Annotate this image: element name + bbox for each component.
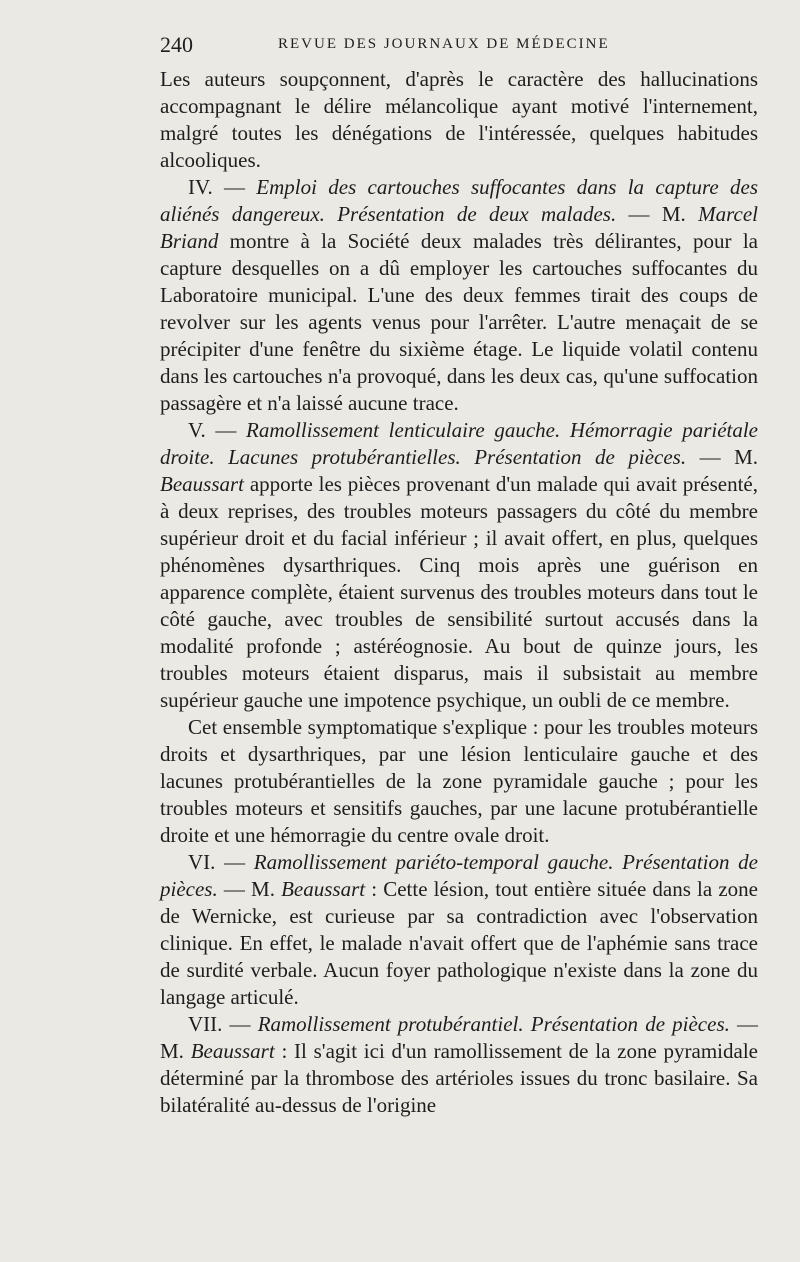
page-number: 240 [160,32,193,57]
section-number: IV. [188,175,213,199]
author-name: Marcel Briand [160,202,758,253]
paragraph-ensemble: Cet ensemble symptomatique s'explique : pour les troubles moteurs droits et dysarthriques, par une lésion lenticulaire gauche et des lacunes protubérantielles de la zone pyramidale gauche ; pour les troubles moteurs et sensitifs gauches, par une lacune protubérantielle droite et une hémorragie du centre ovale droit. [160,715,758,847]
section-v: V. — Ramollissement lenticulaire gauche. Hémorragie pariétale droite. Lacunes protubérantielles. Présentation de pièces. — M. Beaussart apporte les pièces provenant d'un malade qui avait présenté, à deux reprises, des troubles moteurs passagers du côté du membre supérieur droit et du facial inférieur ; il avait offert, en plus, quelques phénomènes dysarthriques. Cinq mois après une guérison en apparence complète, étaient survenus des troubles moteurs dans tout le côté gauche, avec troubles de sensibilité surtout accusés dans la modalité profonde ; astéréognosie. Au bout de quinze jours, les troubles moteurs étaient disparus, mais il subsistait au membre supérieur gauche une impotence psychique, un oubli de ce membre. [160,418,759,712]
section-number: VII. [188,1012,223,1036]
author-name: Beaussart [281,877,366,901]
section-number: V. [188,418,206,442]
section-title: Ramollissement protubérantiel. Présentation de pièces. [257,1012,730,1036]
section-number: VI. [188,850,216,874]
author-name: Beaussart [190,1039,275,1063]
section-title: Ramollissement lenticulaire gauche. Hémorragie pariétale droite. Lacunes protubérantielles. Présentation de pièces. [160,418,759,469]
running-head: REVUE DES JOURNAUX DE MÉDECINE [278,36,610,52]
section-text: montre à la Société deux malades très délirantes, pour la capture desquelles on a dû employer les cartouches suffocantes du Laboratoire municipal. L'une des deux femmes tirait des coups de revolver sur les agents venus pour l'arrêter. L'autre menaçait de se précipiter d'une fenêtre du sixième étage. Le liquide volatil contenu dans les cartouches n'a provoqué, dans les deux cas, qu'une suffocation passagère et n'a laissé aucune trace. [160,229,758,415]
paragraph-hallucinations: Les auteurs soupçonnent, d'après le caractère des hallucinations accompagnant le délire mélancolique ayant motivé l'internement, malgré toutes les dénégations de l'intéressée, quelques habitudes alcooliques. [160,67,758,172]
section-text: : Il s'agit ici d'un ramollissement de la zone pyramidale déterminé par la thrombose des artérioles issues du tronc basilaire. Sa bilatéralité au-dessus de l'origine [160,1039,758,1117]
page-body [160,66,758,1119]
section-vii: VII. — Ramollissement protubérantiel. Présentation de pièces. — M. Beaussart : Il s'agit ici d'un ramollissement de la zone pyramidale déterminé par la thrombose des artérioles issues du tronc basilaire. Sa bilatéralité au-dessus de l'origine [160,1012,759,1117]
section-title: Emploi des cartouches suffocantes dans la capture des aliénés dangereux. Présentation de deux malades. [160,175,759,226]
section-text: : Cette lésion, tout entière située dans la zone de Wernicke, est curieuse par sa contradiction avec l'observation clinique. En effet, le malade n'avait offert que de l'aphémie sans trace de surdité verbale. Aucun foyer pathologique n'existe dans la zone du langage articulé. [160,877,758,1009]
page-header [160,32,758,62]
section-iv: IV. — Emploi des cartouches suffocantes dans la capture des aliénés dangereux. Présentation de deux malades. — M. Marcel Briand montre à la Société deux malades très délirantes, pour la capture desquelles on a dû employer les cartouches suffocantes du Laboratoire municipal. L'une des deux femmes tirait des coups de revolver sur les agents venus pour l'arrêter. L'autre menaçait de se précipiter d'une fenêtre du sixième étage. Le liquide volatil contenu dans les cartouches n'a provoqué, dans les deux cas, qu'une suffocation passagère et n'a laissé aucune trace. [160,175,759,415]
section-text: apporte les pièces provenant d'un malade qui avait présenté, à deux reprises, des troubles moteurs passagers du côté du membre supérieur droit et du facial inférieur ; il avait offert, en plus, quelques phénomènes dysarthriques. Cinq mois après une guérison en apparence complète, étaient survenus des troubles moteurs dans tout le côté gauche, avec troubles de sensibilité surtout accusés dans la modalité profonde ; astéréognosie. Au bout de quinze jours, les troubles moteurs étaient disparus, mais il subsistait au membre supérieur gauche une impotence psychique, un oubli de ce membre. [160,472,758,712]
section-title: Ramollissement pariéto-temporal gauche. Présentation de pièces. [160,850,758,901]
author-name: Beaussart [160,472,244,496]
section-vi: VI. — Ramollissement pariéto-temporal gauche. Présentation de pièces. — M. Beaussart : Cette lésion, tout entière située dans la zone de Wernicke, est curieuse par sa contradiction avec l'observation clinique. En effet, le malade n'avait offert que de l'aphémie sans trace de surdité verbale. Aucun foyer pathologique n'existe dans la zone du langage articulé. [160,850,758,1009]
